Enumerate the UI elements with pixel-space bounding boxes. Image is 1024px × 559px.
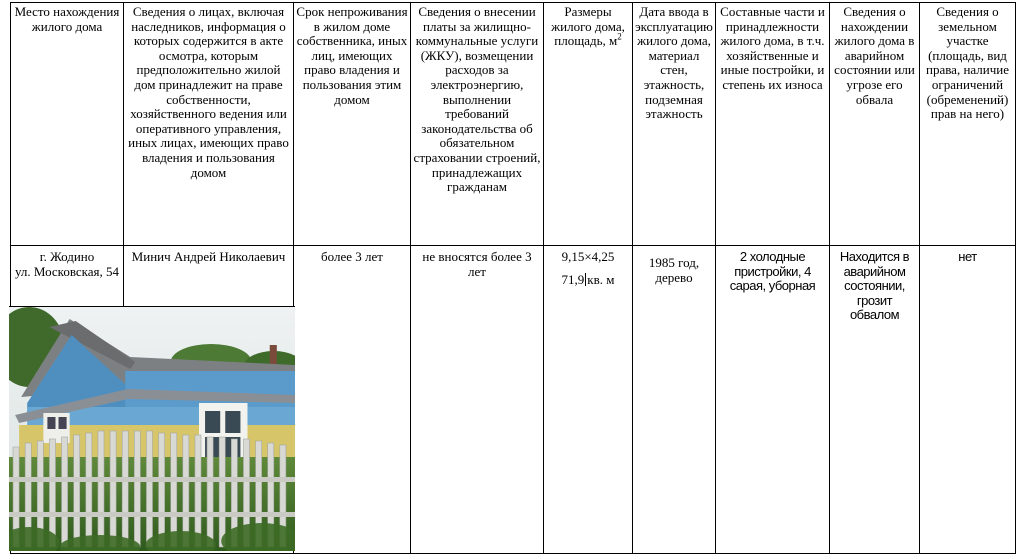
commission-cell: 1985 год, дерево: [633, 246, 716, 554]
components-cell: 2 холодные пристройки, 4 сарая, уборная: [716, 246, 830, 554]
emergency-cell: Находится в аварийном состоянии, грозит обвалом: [830, 246, 920, 554]
header-payments: Сведения о внесении платы за жилищно-коммунальные услуги (ЖКУ), возмещении расходов за электроэнергию, выполнении требований законодательства об обязательном страховании строений, принадлежащих гражданам: [411, 3, 544, 246]
dimensions-value: 9,15×4,25: [561, 249, 615, 264]
area-line: [546, 273, 630, 288]
house-photo-image: [9, 307, 295, 551]
header-land: Сведения о земельном участке (площадь, вид права, наличие ограничений (обременений) прав на него): [920, 3, 1016, 246]
header-size: [544, 3, 633, 246]
area-unit: кв. м: [587, 271, 615, 287]
header-persons: Сведения о лицах, включая наследников, информация о которых содержится в акте осмотра, которым предположительно жилой дом принадлежит на праве собственности, хозяйственного ведения или оперативного управления, иных лицах, имеющих право владения и пользования домом: [124, 3, 294, 246]
absence-cell: более 3 лет: [294, 246, 411, 554]
header-absence: Срок непроживания в жилом доме собственника, иных лиц, имеющих право владения и пользования этим домом: [294, 3, 411, 246]
address-city: г. Жодино: [39, 249, 95, 264]
address-street: ул. Московская, 54: [14, 263, 120, 279]
header-location: Место нахождения жилого дома: [11, 3, 124, 246]
address-cell: [11, 246, 124, 306]
header-commission: Дата ввода в эксплуатацию жилого дома, материал стен, этажность, подземная этажность: [633, 3, 716, 246]
data-row: [11, 246, 1016, 554]
header-row: [11, 3, 1016, 246]
header-emergency: Сведения о нахождении жилого дома в аварийном состоянии или угрозе его обвала: [830, 3, 920, 246]
registry-table: [10, 2, 1016, 554]
person-name: Минич Андрей Николаевич: [131, 249, 286, 264]
land-cell: нет: [920, 246, 1016, 554]
size-cell: [544, 246, 633, 554]
address-person-cell: [11, 246, 294, 554]
payments-cell: не вносятся более 3 лет: [411, 246, 544, 554]
area-value: 71,9: [561, 271, 585, 287]
header-size-text: Размеры жилого дома, площадь, м: [551, 4, 625, 49]
header-size-sup: 2: [617, 31, 622, 42]
person-cell: [124, 246, 293, 306]
header-components: Составные части и принадлежности жилого дома, в т.ч. хозяйственные и иные постройки, и степень их износа: [716, 3, 830, 246]
house-photo: [9, 306, 295, 551]
